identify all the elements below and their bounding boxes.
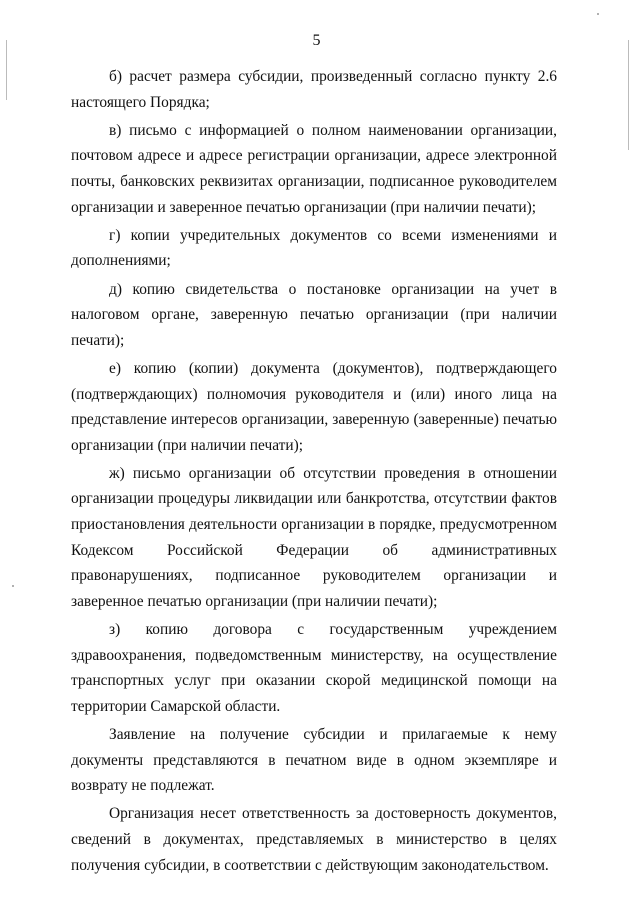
document-body (71, 64, 557, 881)
paragraph-item-z: з) копию договора с государственным учреждением здравоохранения, подведомственным министерству, на осуществление транспортных услуг при оказании скорой медицинской помощи на территории Самарской области. (71, 621, 557, 715)
paragraph-item-d: д) копию свидетельства о постановке организации на учет в налоговом органе, заверенную печатью организации (при наличии печати); (71, 280, 557, 349)
scan-speck (597, 13, 599, 15)
paragraph-item-zh: ж) письмо организации об отсутствии проведения в отношении организации процедуры ликвидации или банкротства, отсутствии фактов приостановления деятельности организации в порядке, предусмотренном Кодексом Российской Федерации об административных правонарушениях, подписанное руководителем организации и заверенное печатью организации (при наличии печати); (71, 464, 557, 610)
paragraph-item-v: в) письмо с информацией о полном наименовании организации, почтовом адресе и адресе регистрации организации, адресе электронной почты, банковских реквизитах организации, подписанное руководителем организации и заверенное печатью организации (при наличии печати); (71, 121, 557, 216)
scan-edge-mark-right (628, 40, 629, 150)
paragraph-item-e: е) копию (копии) документа (документов), подтверждающего (подтверждающих) полномочия руководителя и (или) иного лица на представление интересов организации, заверенную (заверенные) печатью организации (при наличии печати); (71, 359, 557, 454)
paragraph-item-b: б) расчет размера субсидии, произведенный согласно пункту 2.6 настоящего Порядка; (71, 68, 557, 111)
paragraph-application-submission: Заявление на получение субсидии и прилагаемые к нему документы представляются в печатном виде в одном экземпляре и возврату не подлежат. (71, 726, 557, 795)
page-number: 5 (312, 32, 321, 49)
scan-speck (12, 585, 14, 587)
paragraph-organization-responsibility: Организация несет ответственность за достоверность документов, сведений в документах, представляемых в министерство в целях получения субсидии, в соответствии с действующим законодательством. (71, 805, 557, 874)
paragraph-item-g: г) копии учредительных документов со всеми изменениями и дополнениями; (71, 226, 557, 270)
